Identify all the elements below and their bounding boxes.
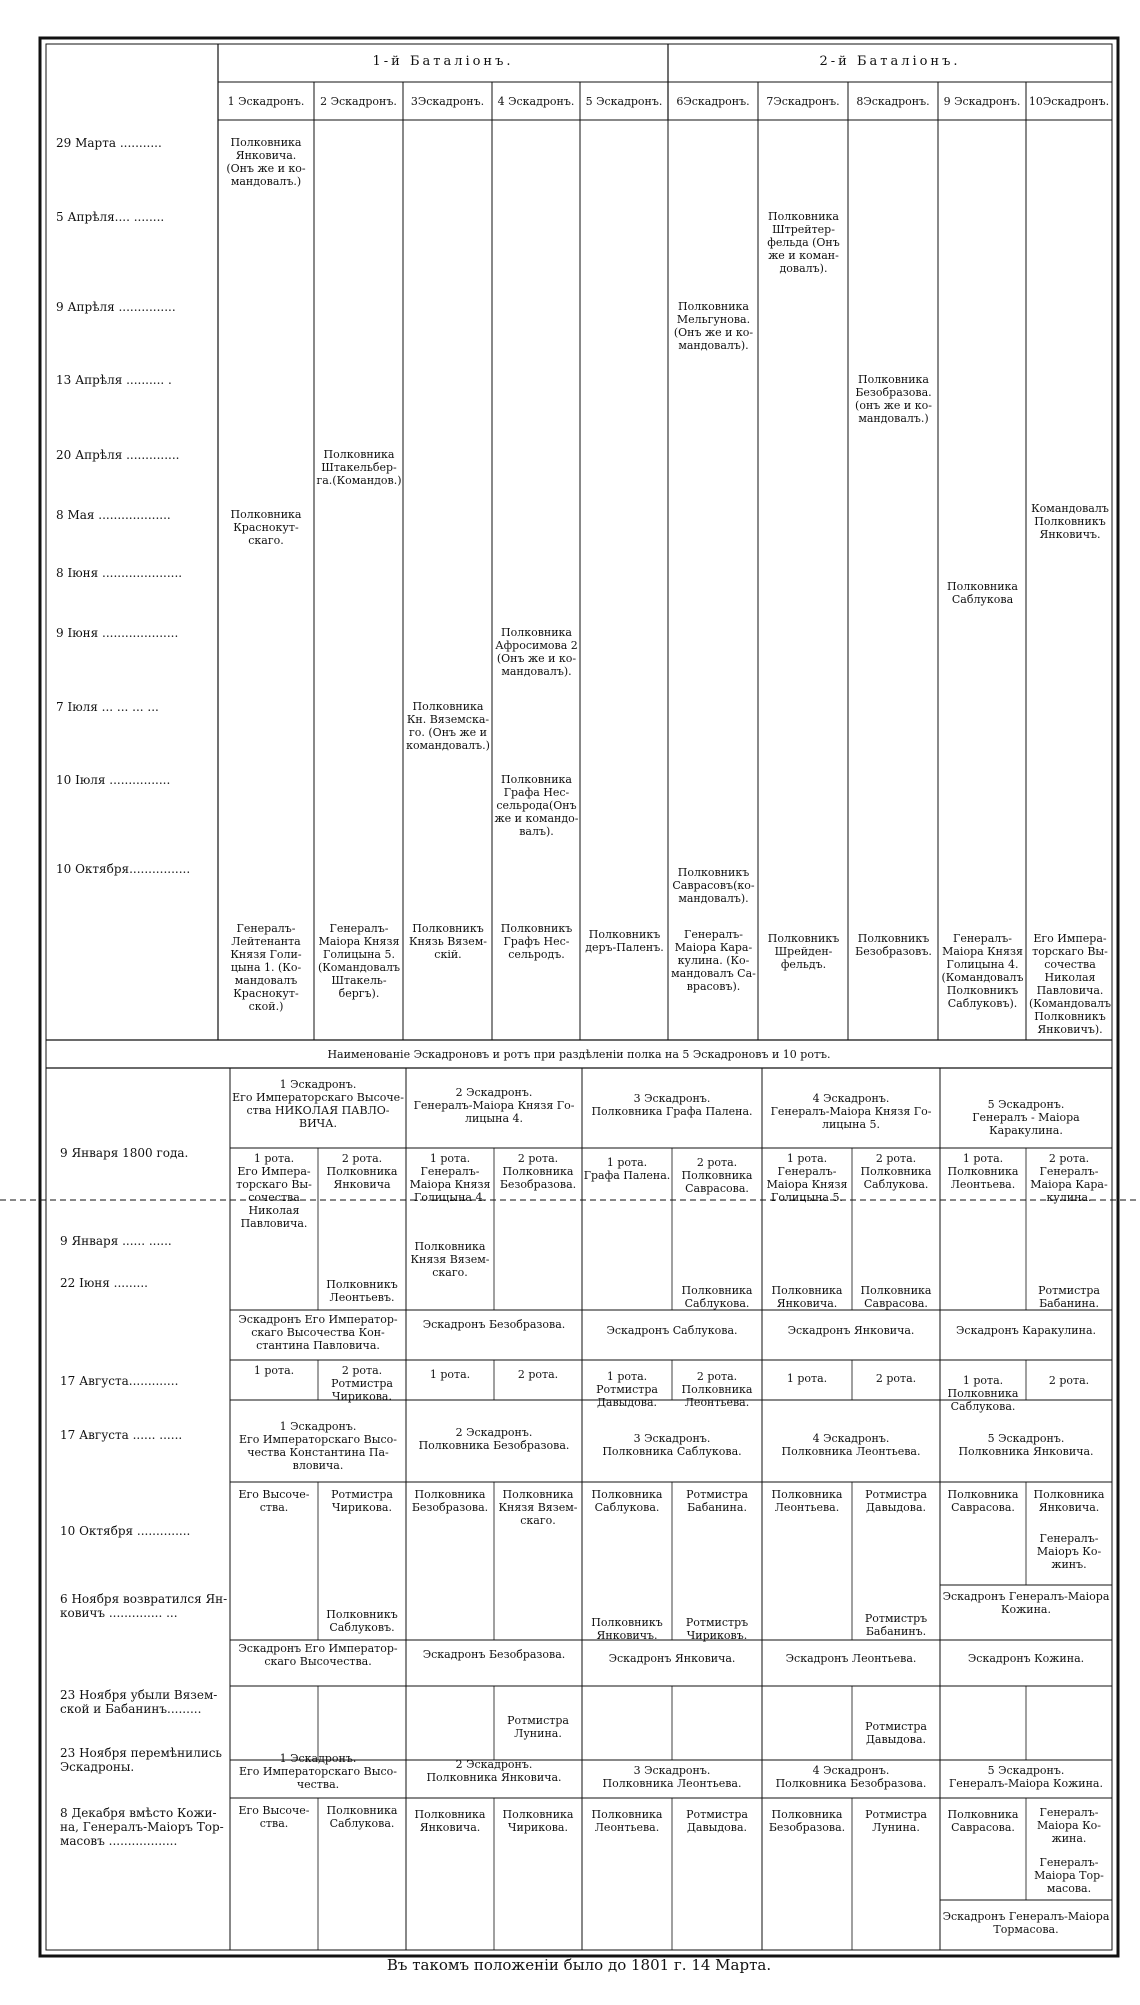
company-cell: Генералъ- Маіоръ Ко- жинъ.: [1036, 1532, 1102, 1571]
squadron-cell: Эскадронъ Янковича.: [608, 1652, 736, 1665]
squadron-header: 4 Эскадронъ.: [497, 95, 575, 108]
squadron-header: 2 Эскадронъ.: [320, 95, 397, 108]
company-cell: 1 рота. Генералъ- Маіора Князя Голицына 4.: [409, 1152, 491, 1204]
company-cell: Ротмистръ Бабанинъ.: [864, 1612, 928, 1638]
date-label: 9 Января ...... ......: [60, 1234, 172, 1248]
squadron-cell: 1 Эскадронъ. Его Императорскаго Высо- чества.: [238, 1752, 398, 1791]
cell: Полковникъ Саврасовъ(ко- мандовалъ).: [672, 866, 755, 905]
company-cell: 1 рота.: [253, 1364, 295, 1377]
battalion-2-header: 2-й Баталіонъ.: [819, 54, 961, 69]
cell: Полковника Янковича. (Онъ же и ко- мандовалъ.): [226, 136, 306, 188]
company-cell: Ротмистра Давыдова.: [865, 1488, 927, 1514]
date-label: 5 Апрѣля.... ........: [56, 210, 165, 224]
date-label: 13 Апрѣля .......... .: [56, 373, 172, 387]
date-label: 10 Іюля ................: [56, 773, 171, 787]
cell: Генералъ- Лейтенанта Князя Голи- цына 1. (Ко- мандовалъ Краснокут- ской.): [230, 922, 302, 1013]
cell: Полковникъ Шрейден- фельдъ.: [767, 932, 840, 971]
company-cell: 1 рота. Графа Палена.: [583, 1156, 671, 1182]
company-cell: 2 рота. Полковника Янковича: [326, 1152, 398, 1191]
company-cell: 2 рота. Полковника Саблукова.: [860, 1152, 932, 1191]
company-cell: Генералъ- Маіора Тор- масова.: [1034, 1856, 1104, 1895]
company-cell: Ротмистра Бабанина.: [686, 1488, 748, 1514]
company-cell: Полковника Саврасова.: [947, 1808, 1019, 1834]
squadron-cell: Эскадронъ Каракулина.: [956, 1324, 1096, 1337]
squadron-cell: Эскадронъ Его Император- скаго Высочества Кон- стантина Павловича.: [238, 1313, 398, 1352]
cell: Его Импера- торскаго Вы- сочества Николая Павловича. (Командовалъ Полковникъ Янковичъ).: [1028, 932, 1111, 1036]
squadron-header: 7Эскадронъ.: [766, 95, 840, 108]
company-cell: Генералъ- Маіора Ко- жина.: [1037, 1806, 1101, 1845]
date-label: 23 Ноября перемѣнились Эскадроны.: [60, 1746, 222, 1774]
company-cell: 2 рота. Полковника Леонтьева.: [681, 1370, 753, 1409]
date-label: 8 Мая ...................: [56, 508, 171, 522]
company-cell: Полковника Леонтьева.: [591, 1808, 663, 1834]
company-cell: Ротмистръ Чириковъ.: [685, 1616, 749, 1642]
date-label: 10 Октября ..............: [60, 1524, 191, 1538]
company-cell: Ротмистра Лунина.: [865, 1808, 927, 1834]
squadron-cell: Эскадронъ Его Император- скаго Высочества.: [238, 1642, 398, 1668]
company-cell: Ротмистра Чирикова.: [331, 1488, 393, 1514]
date-label: 9 Января 1800 года.: [60, 1146, 189, 1160]
company-cell: 2 рота. Ротмистра Чирикова.: [331, 1364, 393, 1403]
company-cell: Полковника Леонтьева.: [771, 1488, 843, 1514]
company-cell: Полковника Янковича.: [1033, 1488, 1105, 1514]
company-cell: Полковника Саблукова.: [681, 1284, 753, 1310]
squadron-cell: Эскадронъ Безобразова.: [422, 1648, 566, 1661]
squadron-cell: 4 Эскадронъ. Полковника Безобразова.: [775, 1764, 927, 1790]
company-cell: Полковника Безобразова.: [768, 1808, 846, 1834]
squadron-cell: 5 Эскадронъ. Генералъ - Маіора Каракулина.: [972, 1098, 1080, 1137]
date-label: 7 Іюля ... ... ... ...: [56, 700, 159, 714]
cell: Полковникъ Графъ Нес- сельродъ.: [500, 922, 573, 961]
squadron-cell: 3 Эскадронъ. Полковника Саблукова.: [602, 1432, 742, 1458]
company-cell: 2 рота. Генералъ- Маіора Кара- кулина.: [1030, 1152, 1108, 1204]
company-cell: Полковникъ Янковичъ.: [591, 1616, 663, 1642]
cell: Полковника Саблукова: [947, 580, 1018, 606]
cell: Полковника Безобразова. (онъ же и ко- мандовалъ.): [855, 373, 932, 425]
date-label: 20 Апрѣля ..............: [56, 448, 180, 462]
footer-note: Въ такомъ положеніи было до 1801 г. 14 Марта.: [386, 1956, 772, 1974]
cell: Генералъ- Маіора Князя Голицына 4. (Командовалъ Полковникъ Саблуковъ).: [941, 932, 1024, 1010]
squadron-cell: 3 Эскадронъ. Полковника Графа Палена.: [591, 1092, 753, 1118]
cell: Полковникъ Князь Вязем- скій.: [408, 922, 488, 961]
squadron-cell: 2 Эскадронъ. Полковника Безобразова.: [418, 1426, 570, 1452]
company-cell: Полковника Саврасова.: [860, 1284, 932, 1310]
squadron-cell: 3 Эскадронъ. Полковника Леонтьева.: [602, 1764, 742, 1790]
cell: Полковника Штакельбер- га.(Командов.): [316, 448, 402, 487]
squadron-cell: Эскадронъ Генералъ-Маіора Тормасова.: [942, 1910, 1110, 1936]
company-cell: 1 рота.: [786, 1372, 828, 1385]
company-cell: 2 рота. Полковника Саврасова.: [681, 1156, 753, 1195]
company-cell: Полковникъ Леонтьевъ.: [326, 1278, 398, 1304]
company-cell: Полковника Безобразова.: [411, 1488, 489, 1514]
date-label: 17 Августа ...... ......: [60, 1428, 183, 1442]
company-cell: 2 рота.: [517, 1368, 559, 1381]
date-label: 23 Ноября убыли Вязем- ской и Бабанинъ.........: [60, 1688, 218, 1716]
squadron-header: 3Эскадронъ.: [410, 95, 485, 108]
company-cell: Его Высочe- ства.: [238, 1804, 310, 1830]
squadron-header: 5 Эскадронъ.: [585, 95, 663, 108]
cell: Полковника Краснокут- скаго.: [230, 508, 302, 547]
date-label: 6 Ноября возвратился Ян- ковичъ .............. ...: [60, 1592, 228, 1620]
company-cell: 1 рота. Полковника Саблукова.: [947, 1374, 1019, 1413]
squadron-cell: 2 Эскадронъ. Полковника Янковича.: [426, 1758, 562, 1784]
squadron-header: 9 Эскадронъ.: [943, 95, 1021, 108]
company-cell: Полковника Янковича.: [771, 1284, 843, 1310]
squadron-header: 1 Эскадронъ.: [227, 95, 305, 108]
company-cell: Полковника Князя Вязем- скаго.: [498, 1488, 578, 1527]
company-cell: 1 рота.: [429, 1368, 471, 1381]
date-label: 29 Марта ...........: [56, 136, 162, 150]
company-cell: Полковника Саблукова.: [591, 1488, 663, 1514]
squadron-cell: 1 Эскадронъ. Его Императорскаго Высо- чества Константина Па- вловича.: [238, 1420, 398, 1472]
cell: Генералъ- Маіора Кара- кулина. (Ко- мандовалъ Са- врасовъ).: [671, 928, 756, 993]
company-cell: Ротмистра Давыдова.: [686, 1808, 748, 1834]
squadron-cell: Эскадронъ Янковича.: [787, 1324, 915, 1337]
cell: Полковника Кн. Вяземска- го. (Онъ же и командовалъ.): [406, 700, 490, 752]
company-cell: Полковника Саблукова.: [326, 1804, 398, 1830]
company-cell: Полковника Саврасова.: [947, 1488, 1019, 1514]
squadron-cell: 5 Эскадронъ. Генералъ-Маіора Кожина.: [949, 1764, 1103, 1790]
cell: Полковника Афросимова 2 (Онъ же и ко- мандовалъ).: [495, 626, 578, 678]
squadron-cell: 1 Эскадронъ. Его Императорскаго Высоче- ства НИКОЛАЯ ПАВЛО- ВИЧА.: [232, 1078, 404, 1130]
date-label: 8 Іюня .....................: [56, 566, 183, 580]
squadron-cell: Эскадронъ Генералъ-Маіора Кожина.: [942, 1590, 1110, 1616]
squadron-cell: Эскадронъ Кожина.: [967, 1652, 1085, 1665]
cell: Полковника Штрейтер- фельда (Онъ же и коман- довалъ).: [767, 210, 840, 275]
company-cell: Полковника Князя Вязем- скаго.: [410, 1240, 490, 1279]
squadron-cell: 5 Эскадронъ. Полковника Янковича.: [958, 1432, 1094, 1458]
squadron-cell: Эскадронъ Саблукова.: [606, 1324, 738, 1337]
company-cell: Ротмистра Давыдова.: [865, 1720, 927, 1746]
squadron-header: 10Эскадронъ.: [1028, 95, 1110, 108]
company-cell: 2 рота. Полковника Безобразова.: [499, 1152, 577, 1191]
date-label: 10 Октября................: [56, 862, 191, 876]
date-label: 9 Іюня ....................: [56, 626, 179, 640]
squadron-cell: 2 Эскадронъ. Генералъ-Маіора Князя Го- лицына 4.: [413, 1086, 575, 1125]
squadron-cell: Эскадронъ Леонтьева.: [785, 1652, 917, 1665]
company-cell: Полковника Янковича.: [414, 1808, 486, 1834]
date-label: 17 Августа.............: [60, 1374, 179, 1388]
squadron-header: 8Эскадронъ.: [856, 95, 930, 108]
company-cell: 1 рота. Его Импера- торскаго Вы- сочества Николая Павловича.: [236, 1152, 312, 1230]
company-cell: 1 рота. Генералъ- Маіора Князя Голицына 5.: [766, 1152, 848, 1204]
squadron-cell: 4 Эскадронъ. Полковника Леонтьева.: [781, 1432, 921, 1458]
date-label: 9 Апрѣля ...............: [56, 300, 176, 314]
cell: Командовалъ Полковникъ Янковичъ.: [1031, 502, 1109, 541]
company-cell: Полковника Чирикова.: [502, 1808, 574, 1834]
date-label: 8 Декабря вмѣсто Кожи- на, Генералъ-Маіоръ Тор- масовъ ..................: [60, 1806, 224, 1848]
squadron-cell: 4 Эскадронъ. Генералъ-Маіора Князя Го- лицына 5.: [770, 1092, 932, 1131]
squadron-header: 6Эскадронъ.: [676, 95, 750, 108]
company-cell: 1 рота. Полковника Леонтьева.: [947, 1152, 1019, 1191]
company-cell: 1 рота. Ротмистра Давыдова.: [596, 1370, 658, 1409]
cell: Полковника Графа Нес- сельрода(Онъ же и командо- валъ).: [494, 773, 579, 838]
company-cell: 2 рота.: [1048, 1374, 1090, 1387]
company-cell: Ротмистра Лунина.: [507, 1714, 569, 1740]
cell: Полковника Мельгунова. (Онъ же и ко- мандовалъ).: [673, 300, 754, 352]
battalion-1-header: 1-й Баталіонъ.: [372, 54, 514, 69]
company-cell: 2 рота.: [875, 1372, 917, 1385]
company-cell: Его Высочe- ства.: [238, 1488, 310, 1514]
company-cell: Ротмистра Бабанина.: [1038, 1284, 1100, 1310]
cell: Полковникъ Безобразовъ.: [855, 932, 932, 958]
cell: Генералъ- Маіора Князя Голицына 5. (Командовалъ Штакель- бергъ).: [317, 922, 400, 1000]
cell: Полковникъ деръ-Паленъ.: [585, 928, 664, 954]
squadron-cell: Эскадронъ Безобразова.: [422, 1318, 566, 1331]
section-title: Наименованіе Эскадроновъ и ротъ при раздѣленіи полка на 5 Эскадроновъ и 10 ротъ.: [327, 1048, 831, 1061]
company-cell: Полковникъ Саблуковъ.: [326, 1608, 398, 1634]
date-label: 22 Іюня .........: [60, 1276, 148, 1290]
